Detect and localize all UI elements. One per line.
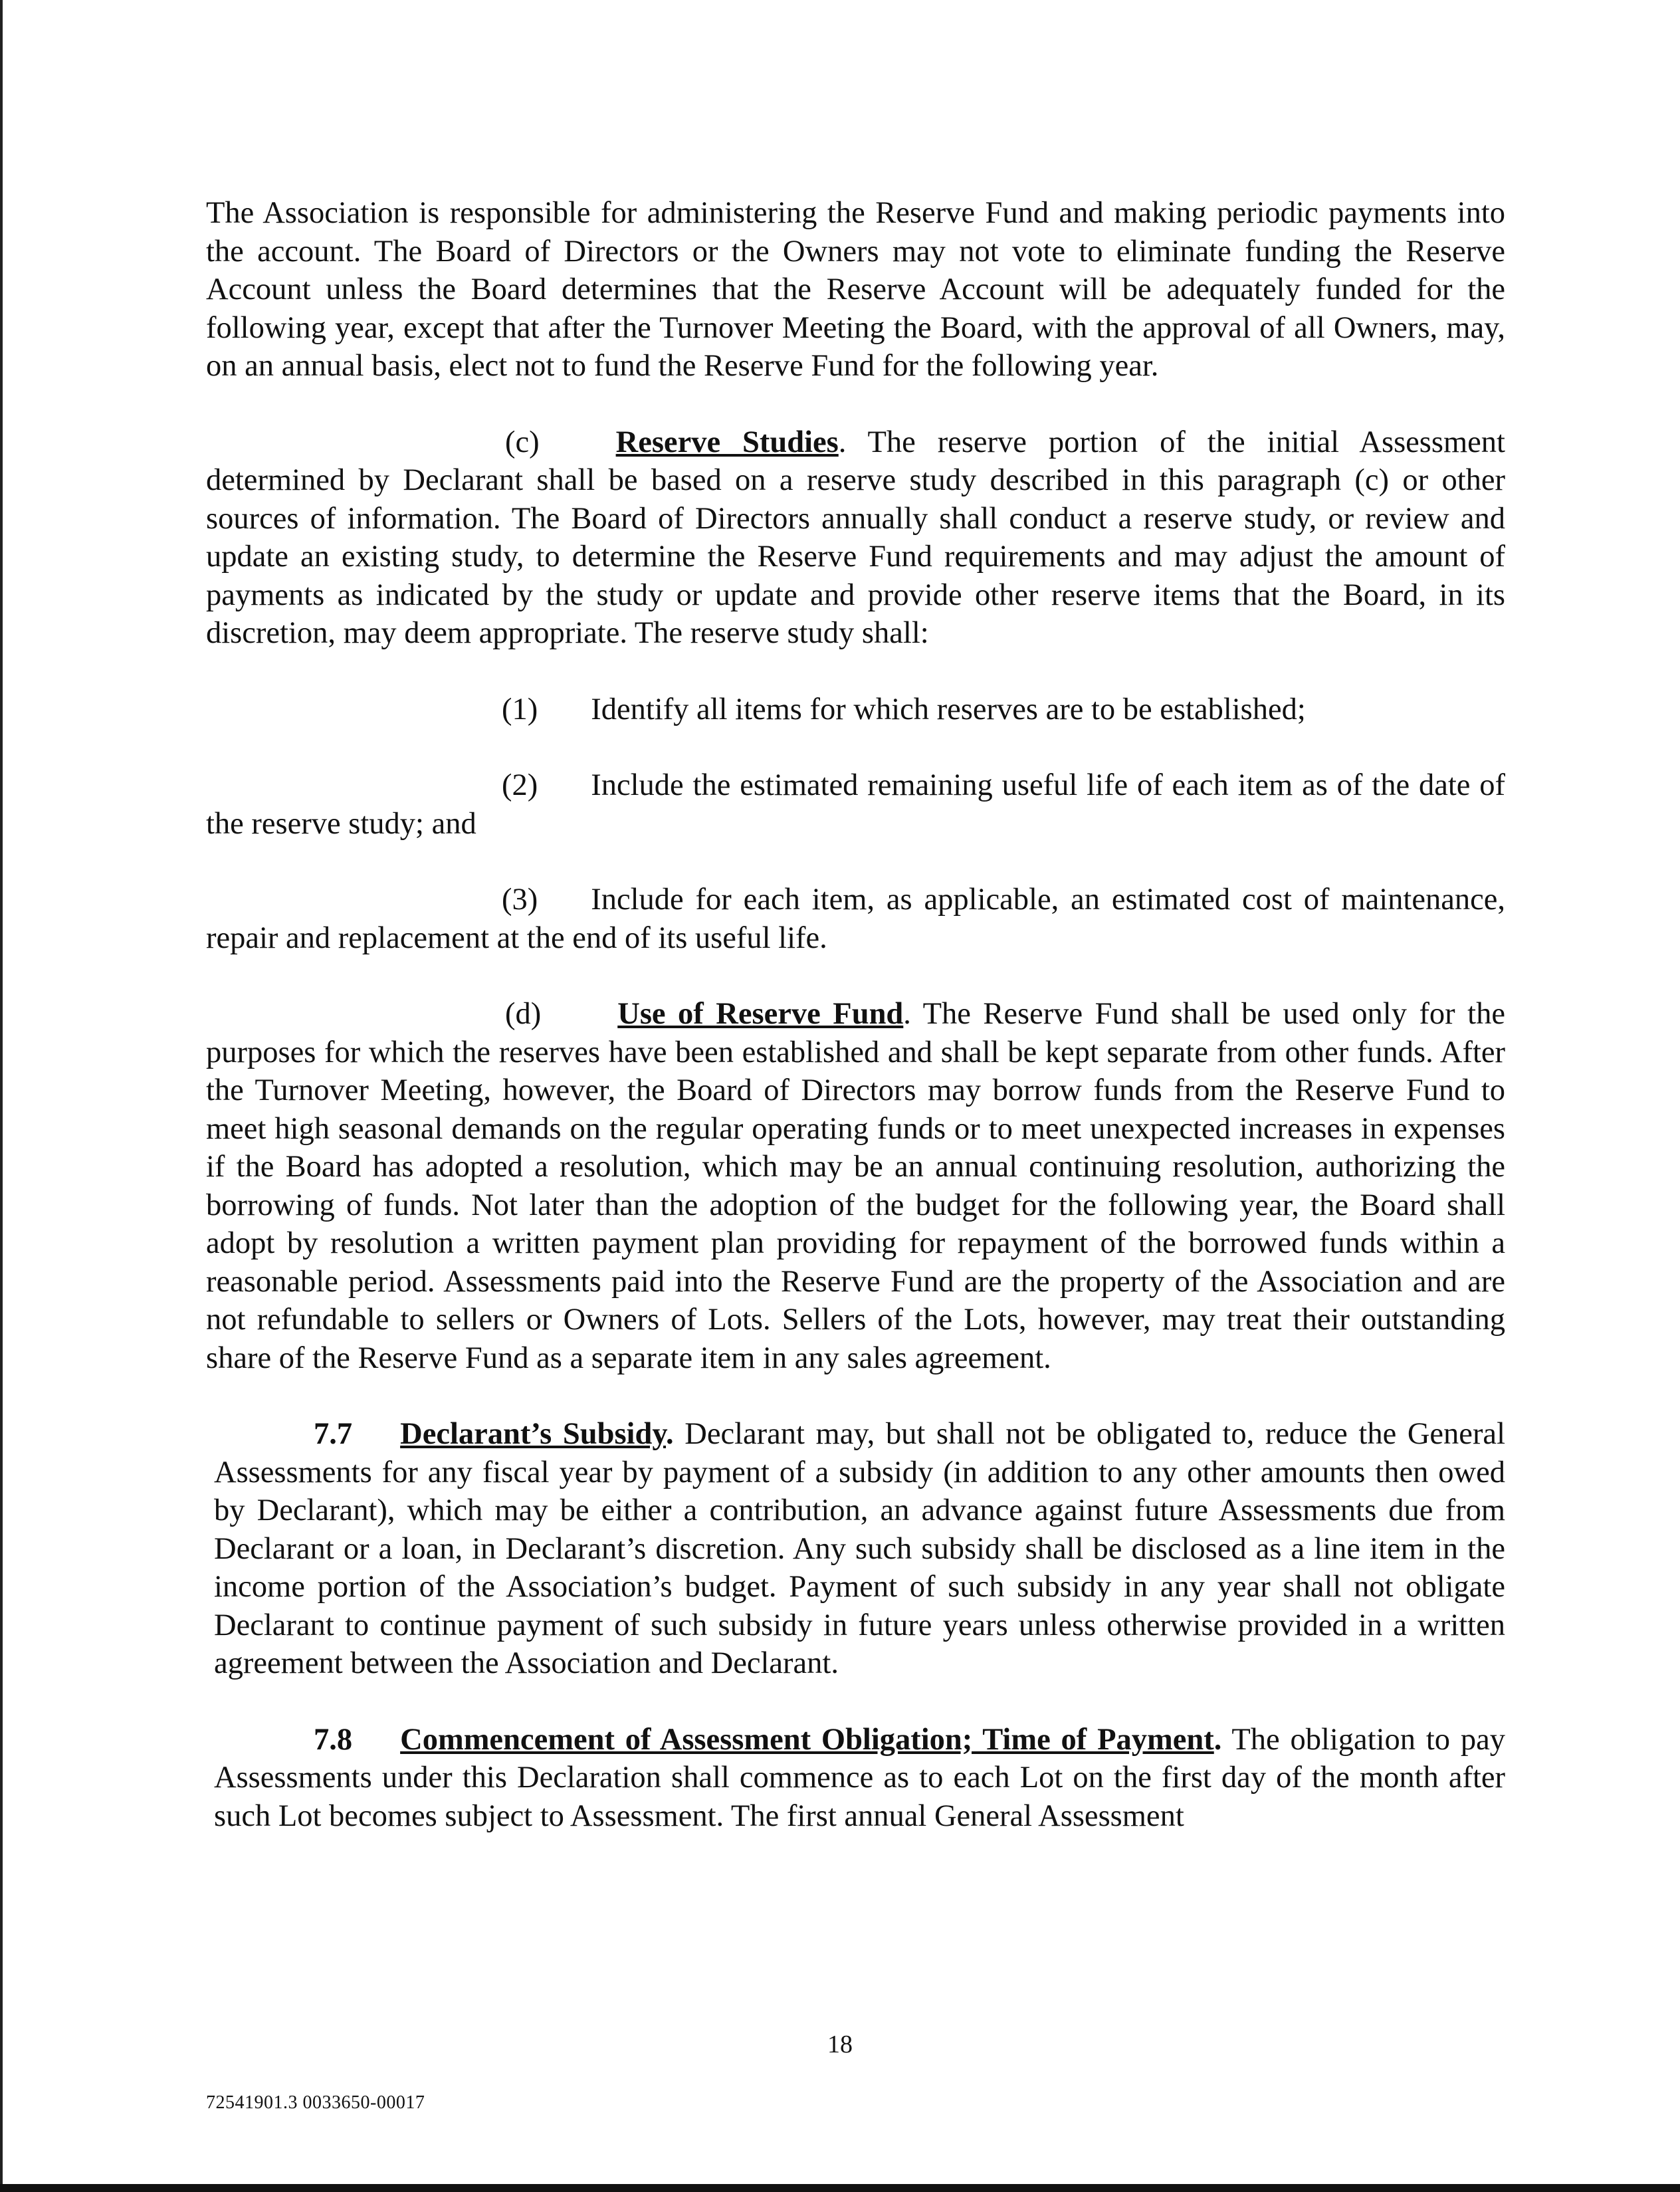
reserve-studies-text: . The reserve portion of the initial Assessment determined by Declarant shall be based on a reserve study described in this paragraph (c) or other sources of information. The Board of Directors annually shall conduct a reserve study, or review and update an existing study, to determine the Reserve Fund requirements and may adjust the amount of payments as indicated by the study or update and provide other reserve items that the Board, in its discretion, may deem appropriate. The reserve study shall: bbox=[206, 425, 1505, 650]
scan-border-left bbox=[0, 0, 3, 2192]
list-item-3-text: Include for each item, as applicable, an estimated cost of maintenance, repair and replacement at the end of its useful life. bbox=[206, 883, 1505, 955]
subsection-c-number: (c) bbox=[505, 425, 540, 459]
section-7-8-number: 7.8 bbox=[314, 1722, 353, 1757]
list-item-1-number: (1) bbox=[502, 692, 538, 726]
section-7-7-heading: Declarant’s Subsidy bbox=[400, 1417, 666, 1451]
list-item-1-text: Identify all items for which reserves are to be established; bbox=[591, 692, 1306, 726]
list-item-3-number: (3) bbox=[502, 883, 538, 917]
reserve-fund-administration-paragraph: The Association is responsible for administering the Reserve Fund and making periodic payments into the account. The Board of Directors or the Owners may not vote to eliminate funding the Reserve Account unless the Board determines that the Reserve Account will be adequately funded for the following year, except that after the Turnover Meeting the Board, with the approval of all Owners, may, on an annual basis, elect not to fund the Reserve Fund for the following year. bbox=[206, 196, 1505, 383]
list-item-1 bbox=[206, 691, 1505, 729]
section-7-8-text: The obligation to pay Assessments under this Declaration shall commence as to each Lot on the first day of the month after such Lot becomes subject to Assessment. The first annual General Assessment bbox=[214, 1722, 1505, 1833]
scan-border-bottom bbox=[0, 2184, 1680, 2192]
section-7-8-heading: Commencement of Assessment Obligation; Time of Payment bbox=[400, 1722, 1214, 1757]
document-id: 72541901.3 0033650-00017 bbox=[206, 2092, 425, 2113]
page-number: 18 bbox=[827, 2030, 853, 2058]
use-of-reserve-fund-heading: Use of Reserve Fund bbox=[617, 997, 904, 1031]
section-7-8-paragraph: 7.8 Commencement of Assessment Obligation; Time of Payment. The obligation to pay Assessments under this Declaration shall commence as to each Lot on the first day of the month after such Lot becomes subject to Assessment. The first annual General Assessment bbox=[214, 1721, 1505, 1836]
subsection-d-number: (d) bbox=[505, 997, 542, 1031]
list-item-2 bbox=[206, 766, 1505, 843]
section-7-7-paragraph: 7.7 Declarant’s Subsidy. Declarant may, but shall not be obligated to, reduce the General Assessments for any fiscal year by payment of a subsidy (in addition to any other amounts then owed by Declarant), which may be either a contribution, an advance against future Assessments due from Declarant or a loan, in Declarant’s discretion. Any such subsidy shall be disclosed as a line item in the income portion of the Association’s budget. Payment of such subsidy in any year shall not obligate Declarant to continue payment of such subsidy in future years unless otherwise provided in a written agreement between the Association and Declarant. bbox=[214, 1415, 1505, 1683]
list-item-2-number: (2) bbox=[502, 768, 538, 802]
document-page bbox=[206, 194, 1505, 1873]
use-of-reserve-fund-paragraph bbox=[206, 995, 1505, 1377]
list-item-3 bbox=[206, 881, 1505, 957]
reserve-studies-paragraph bbox=[206, 423, 1505, 653]
list-item-2-text: Include the estimated remaining useful life of each item as of the date of the reserve study; and bbox=[206, 768, 1505, 841]
use-of-reserve-fund-text: . The Reserve Fund shall be used only for the purposes for which the reserves have been established and shall be kept separate from other funds. After the Turnover Meeting, however, the Board of Directors may borrow funds from the Reserve Fund to meet high seasonal demands on the regular operating funds or to meet unexpected increases in expenses if the Board has adopted a resolution, which may be an annual continuing resolution, authorizing the borrowing of funds. Not later than the adoption of the budget for the following year, the Board shall adopt by resolution a written payment plan providing for repayment of the borrowed funds within a reasonable period. Assessments paid into the Reserve Fund are the property of the Association and are not refundable to sellers or Owners of Lots. Sellers of the Lots, however, may treat their outstanding share of the Reserve Fund as a separate item in any sales agreement. bbox=[206, 997, 1505, 1375]
reserve-studies-heading: Reserve Studies bbox=[615, 425, 839, 459]
section-7-7-text: Declarant may, but shall not be obligated to, reduce the General Assessments for any fiscal year by payment of a subsidy (in addition to any other amounts then owed by Declarant), which may be either a contribution, an advance against future Assessments due from Declarant or a loan, in Declarant’s discretion. Any such subsidy shall be disclosed as a line item in the income portion of the Association’s budget. Payment of such subsidy in any year shall not obligate Declarant to continue payment of such subsidy in future years unless otherwise provided in a written agreement between the Association and Declarant. bbox=[214, 1417, 1505, 1680]
section-7-7-number: 7.7 bbox=[314, 1417, 353, 1451]
